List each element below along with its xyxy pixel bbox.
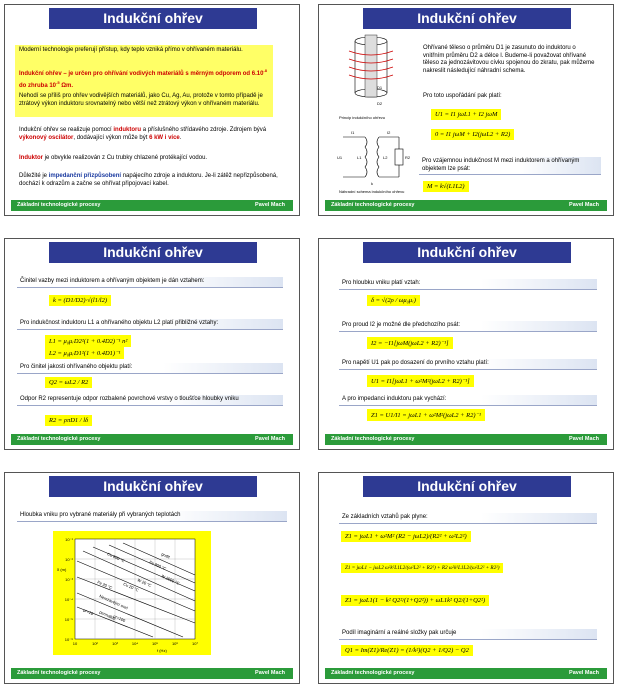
x-tick: 10 — [72, 641, 78, 646]
equation-u1: U1 = I1 jωL1 + I2 jωM — [431, 109, 501, 120]
slide-title: Indukční ohřev — [49, 476, 257, 497]
t: , dodávající výkon může být — [73, 134, 150, 141]
t: a příslušného střídavého zdroje. Zdrojem bývá — [141, 127, 267, 133]
paragraph-ratio: Podíl imaginární a reálné složky pak určuje — [339, 629, 597, 640]
exp-1: -8 — [263, 68, 267, 73]
equation-m: M = k√(L1L2) — [423, 181, 469, 192]
footer-left: Základní technologické procesy — [17, 202, 101, 208]
equation-u1: U1 = I1[jωL1 + ω²M²(jωL2 + R2)⁻¹] — [367, 375, 474, 387]
definition-text: Indukční ohřev – je určen pro ohřívání vodivých materiálů s měrným odporem od 6.10 — [19, 71, 264, 77]
line-label-graphite: grafit — [160, 551, 171, 560]
footer-left: Základní technologické procesy — [331, 436, 415, 442]
equation-delta: δ = √(2ρ / ωμ₀μᵣ) — [367, 295, 420, 306]
line-label-w2000: W 2000 °C — [160, 573, 181, 586]
equation-i2: I2 = −I1[jωM(jωL2 + R2)⁻¹] — [367, 337, 453, 349]
slide-title: Indukční ohřev — [49, 8, 257, 29]
paragraph-intro: Moderní technologie preferují přístup, kdy teplo vzniká přímo v ohřívaném materiálu. — [19, 47, 243, 53]
y-axis-label: δ (m) — [57, 567, 67, 572]
caption-principle: Princip indukčního ohřevu — [339, 115, 386, 120]
slide-title: Indukční ohřev — [363, 8, 571, 29]
definition-unit: Ωm. — [59, 82, 74, 89]
slide-6 — [318, 472, 614, 684]
inductor-principle-figure — [341, 31, 401, 111]
equivalent-circuit-figure — [335, 127, 415, 187]
label-d2: D2 — [377, 101, 383, 106]
label-i1: I1 — [351, 130, 355, 135]
line-label-mur100: µr=100 — [112, 613, 127, 624]
t: . — [179, 134, 182, 141]
footer-right: Pavel Mach — [255, 436, 285, 442]
equation-q2: Q2 = ωL2 / R2 — [45, 377, 92, 388]
footer — [325, 434, 607, 445]
x-tick: 10⁶ — [171, 641, 179, 646]
label-k: k — [371, 181, 373, 186]
t: Indukční ohřev se realizuje pomocí — [19, 127, 114, 133]
line-label-fe20: Fe 20 °C — [96, 579, 114, 591]
footer — [11, 668, 293, 679]
paragraph-mutual: Pro vzájemnou indukčnost M mezi induktorem a ohřívaným objektem lze psát: — [419, 157, 601, 175]
t: napájecího zdroje a induktoru. Je-li zátěž nepřizpůsobená, dochází k odrazům a začne se ohřívat připojovací kabel. — [19, 173, 278, 187]
equation-q1: Q1 = Im(Z1)/Re(Z1) = (1/k²)(Q2 + 1/Q2) − Q2 — [341, 645, 473, 656]
slide-5 — [4, 472, 300, 684]
equation-l2: L2 = μ₀μᵣD1²(1 + 0.4D1)⁻¹ — [45, 347, 124, 359]
label-u1: U1 — [337, 155, 343, 160]
paragraph-derive: Ze základních vztahů pak plyne: — [339, 513, 597, 524]
line-label-cu800: Cu 800 °C — [106, 551, 126, 564]
slide-4 — [318, 238, 614, 450]
paragraph-quality: Pro činitel jakosti ohřívaného objektu platí: — [17, 363, 283, 374]
footer-right: Pavel Mach — [569, 670, 599, 676]
label-r2: R2 — [405, 155, 411, 160]
paragraph-resistance: Odpor R2 representuje odpor rozbalené povrchové vrstvy o tloušťce hloubky vniku — [17, 395, 283, 406]
line-label-mur10: µr=10 — [82, 607, 95, 617]
line-label-w20: W 20 °C — [136, 577, 153, 588]
label-d1: D1 — [377, 85, 383, 90]
equation-r2: R2 = ρπD1 / lδ — [45, 415, 92, 426]
paragraph-chart-caption: Hloubka vniku pro vybrané materiály při vybraných teplotách — [17, 511, 287, 522]
paragraph-coupling: Činitel vazby mezi induktorem a ohřívaným objektem je dán vztahem: — [17, 277, 283, 288]
footer-right: Pavel Mach — [569, 202, 599, 208]
equation-k: k = (D1/D2)·√(l1/l2) — [49, 295, 111, 306]
label-l2: L2 — [383, 155, 388, 160]
equation-l1: L1 = μ₀μᵣD2²(1 + 0.4D2)⁻¹ n² — [45, 335, 131, 347]
paragraph-impedance: A pro impedanci induktoru pak vychází: — [339, 395, 597, 406]
equation-zero: 0 = I1 jωM + I2(jωL2 + R2) — [431, 129, 514, 140]
slide-title: Indukční ohřev — [363, 242, 571, 263]
paragraph-relations: Pro toto uspořádání pak platí: — [423, 93, 502, 99]
label-i2: I2 — [387, 130, 391, 135]
footer — [325, 200, 607, 211]
footer-right: Pavel Mach — [255, 670, 285, 676]
x-tick: 10⁴ — [131, 641, 139, 646]
line-label-cu20: Cu 20 °C — [122, 581, 140, 593]
y-tick: 10⁻⁶ — [64, 637, 73, 642]
t-power: 6 kW i více — [149, 134, 180, 141]
y-tick: 10⁻⁵ — [64, 617, 73, 622]
equation-z1: Z1 = U1/I1 = jωL1 + ω²M²(jωL2 + R2)⁻¹ — [367, 409, 485, 421]
footer-right: Pavel Mach — [569, 436, 599, 442]
footer — [325, 668, 607, 679]
y-tick: 10⁻² — [65, 557, 73, 562]
x-tick: 10³ — [112, 641, 118, 646]
footer-right: Pavel Mach — [255, 202, 285, 208]
x-tick: 10² — [92, 641, 98, 646]
footer-left: Základní technologické procesy — [331, 670, 415, 676]
x-tick: 10⁷ — [192, 641, 198, 646]
t-inductor-2: Induktor — [19, 155, 43, 161]
slide-1 — [4, 4, 300, 216]
footer-left: Základní technologické procesy — [331, 202, 415, 208]
footer-left: Základní technologické procesy — [17, 436, 101, 442]
label-l1: L1 — [357, 155, 362, 160]
slide-2 — [318, 4, 614, 216]
paragraph-setup: Ohřívané těleso o průměru D1 je zasunuto do induktoru o vnitřním průměru D2 a délce l. Budeme-li považovat ohřívané těleso za jednozávitovou cívku spojenou do zkratu, pak můžeme nakreslit následující náhradní schema. — [423, 45, 595, 74]
paragraph-definition — [19, 67, 273, 90]
x-axis-label: f (Hz) — [157, 648, 167, 653]
line-label-fe800: Fe 800 °C — [148, 559, 168, 572]
slide-3 — [4, 238, 300, 450]
footer-left: Základní technologické procesy — [17, 670, 101, 676]
equation-z1-c: Z1 = jωL1(1 − k² Q2²/(1+Q2²)) + ωL1k² Q2/(1+Q2²) — [341, 595, 489, 606]
paragraph-voltage: Pro napětí U1 pak po dosazení do prvního vztahu platí: — [339, 359, 597, 370]
equation-z1-b: Z1 = jωL1 − jωL2 ω²k²L1L2/(ω²L2² + R2²) + R2 ω²k²L1L2/(ω²L2² + R2²) — [341, 563, 503, 573]
y-tick: 10⁻³ — [65, 577, 73, 582]
paragraph-depth: Pro hloubku vniku platí vztah: — [339, 279, 597, 290]
line-label-permalloy: permalloy — [98, 609, 117, 621]
paragraph-impedance — [19, 173, 279, 188]
penetration-depth-chart — [53, 531, 211, 655]
slide-title: Indukční ohřev — [363, 476, 571, 497]
y-tick: 10⁻⁴ — [64, 597, 73, 602]
paragraph-limitations: Nehodí se příliš pro ohřev vodivějších materiálů, jako Cu, Ag, Au, protože v tomto případě je ztrátový výkon induktoru srovnatelný nebo větší než ztrátový výkon v ohřívaném materiálu. — [19, 93, 263, 107]
t-inductor: induktoru — [113, 127, 142, 133]
definition-text-2: do zhruba 10 — [19, 82, 57, 89]
paragraph-inductor — [19, 155, 279, 163]
y-tick: 10⁻¹ — [65, 537, 73, 542]
t: Důležité je — [19, 173, 49, 179]
exp-2: -5 — [56, 79, 60, 85]
footer — [11, 434, 293, 445]
t-oscillator: výkonový oscilátor — [19, 134, 74, 141]
paragraph-current: Pro proud I2 je možné dle předchozího psát: — [339, 321, 597, 332]
x-tick: 10⁵ — [151, 641, 159, 646]
paragraph-inductance: Pro indukčnost induktoru L1 a ohřívaného objektu L2 platí přibližné vztahy: — [17, 319, 283, 330]
paragraph-realization — [19, 127, 279, 142]
line-label-steel: Nerezavějící ocel — [98, 593, 129, 611]
slide-title: Indukční ohřev — [49, 242, 257, 263]
t-impedance: impedanční přizpůsobení — [48, 173, 122, 179]
caption-circuit: Náhradní schema indukčního ohřevu — [339, 189, 405, 194]
footer — [11, 200, 293, 211]
equation-z1-a: Z1 = jωL1 + ω²M² (R2 − jωL2)/(R2² + ω²L2²) — [341, 531, 471, 542]
t: je obvykle realizován z Cu trubky chlazené protékající vodou. — [43, 155, 208, 161]
